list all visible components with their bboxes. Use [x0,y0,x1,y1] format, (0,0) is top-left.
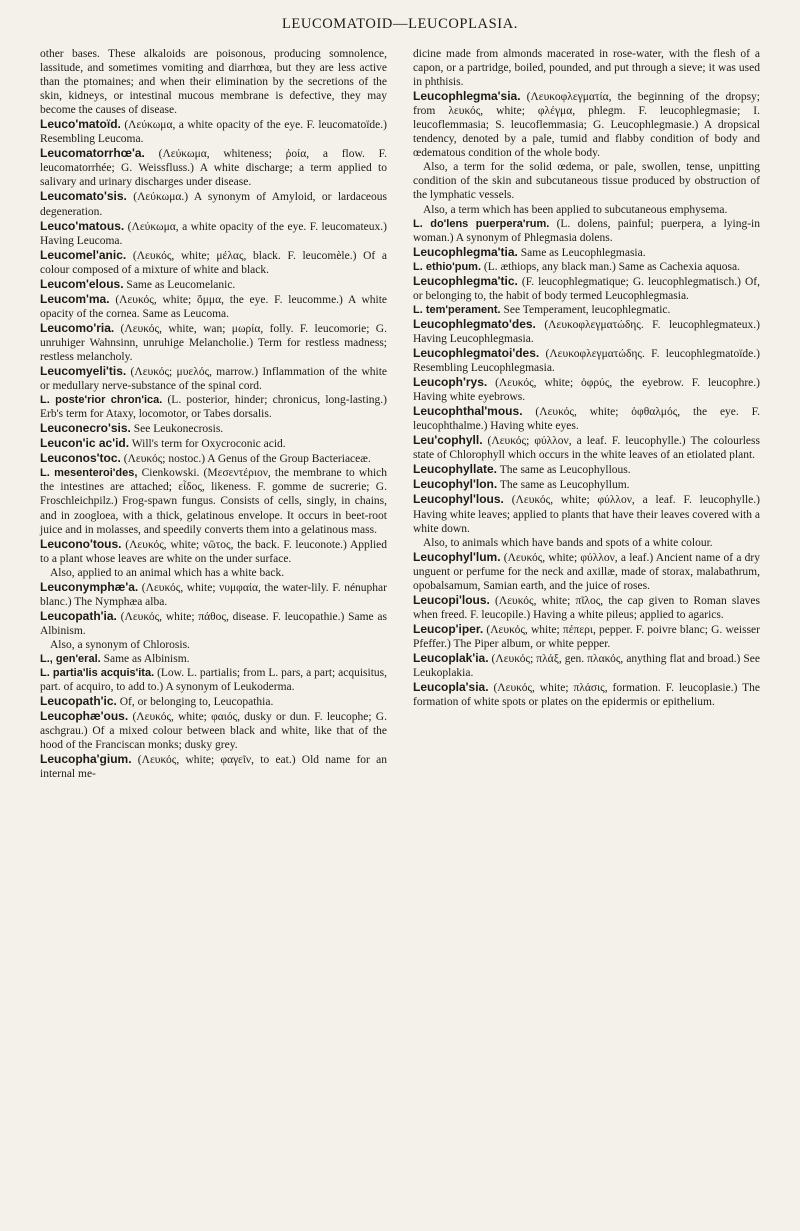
dictionary-entry [413,622,760,651]
entry-definition: Will's term for Oxycroconic acid. [129,438,286,451]
dictionary-entry [40,47,387,117]
entry-headword: Leuconecro'sis. [40,421,131,436]
entry-definition: (L. dolens, painful; puerpera, a lying-in woman.) A synonym of Phlegmasia dolens. [413,217,760,244]
entry-headword: L. partia'lis acquis'ita. [40,667,155,680]
entry-headword: Leuco'matous. [40,218,125,233]
dictionary-entry [40,292,387,321]
entry-definition: (Λευκός; πλάξ, gen. πλακός, anything flat and broad.) See Leukoplakia. [413,652,760,680]
dictionary-entry [40,466,387,536]
entry-headword: Leucophthal'mous. [413,404,523,419]
entry-definition: (Λευκός, white; νῶτος, the back. F. leuconote.) Applied to a plant whose leaves are white on the under surface. [40,538,387,565]
dictionary-entry [413,433,760,462]
dictionary-entry [40,666,387,694]
entry-headword: L. mesenteroi'des, [40,467,138,480]
dictionary-entry [40,566,387,580]
dictionary-entry [413,317,760,346]
entry-definition: Same as Albinism. [100,652,190,665]
entry-headword: Leucopla'sia. [413,680,489,695]
entry-headword: Leucon'ic ac'id. [40,436,130,451]
columns [40,47,760,781]
entry-definition: (Λευκός, white; ὀφρύς, the eyebrow. F. leucophre.) Having white eyebrows. [413,377,760,404]
dictionary-entry [413,651,760,680]
entry-definition: (Λευκός, white; φαγεῖν, to eat.) Old name for an internal me- [40,754,387,781]
entry-headword: Leucomato'sis. [40,189,127,204]
entry-definition: (Λεύκωμα, a white opacity of the eye. F. leucomatoïde.) Resembling Leucoma. [40,119,387,146]
entry-headword: L. do'lens puerpera'rum. [413,217,550,230]
entry-headword: Leuco'matoïd. [40,117,121,132]
entry-headword: Leucono'tous. [40,536,122,551]
entry-definition: (Λευκοφλεγματία, the beginning of the dropsy; from λευκός, white; φλέγμα, phlegm. F. leucophlegmasie; I. leucoflemmasia; S. leucoflemmasia; G. Leucophlegmasie.) A dropsical tendency, denoted by a pale, tumid and flabby condition of body and œdematous condition of the whole body. [413,91,760,160]
entry-headword: Leucopath'ic. [40,694,117,709]
entry-headword: Leucopath'ia. [40,608,117,623]
entry-definition: (F. leucophlegmatique; G. leucophlegmatisch.) Of, or belonging to, the habit of body termed Leucophlegmasia. [413,275,760,302]
entry-definition: (Λευκός, white; ὀφθαλμός, the eye. F. leucophthalme.) Having white eyes. [413,406,760,433]
entry-definition: (Λευκός, white; φύλλον, a leaf. F. leucophylle.) Having white leaves; applied to plants that have their leaves covered with a white down. [413,494,760,535]
dictionary-entry [40,537,387,566]
dictionary-entry [413,89,760,160]
dictionary-entry [413,217,760,245]
dictionary-entry [413,404,760,433]
dictionary-entry [413,303,760,317]
entry-definition: (Λεύκωμα.) A synonym of Amyloid, or lardaceous degeneration. [40,191,387,218]
entry-headword: Leucop'iper. [413,621,484,636]
entry-definition: Of, or belonging to, Leucopathia. [116,696,274,709]
entry-definition: (Λευκός, white; ὄμμα, the eye. F. leucomme.) A white opacity of the cornea. Same as Leucoma. [40,293,387,320]
dictionary-entry [413,375,760,404]
dictionary-entry [413,593,760,622]
entry-definition: (Low. L. partialis; from L. pars, a part; acquisitus, part. of acquiro, to add to.) A synonym of Leukoderma. [40,667,388,694]
entry-headword: Leucophyl'lon. [413,477,498,492]
dictionary-entry [40,694,387,709]
entry-headword: Leucophyl'lum. [413,549,501,564]
dictionary-entry [40,652,387,666]
dictionary-entry [413,492,760,535]
right-column [413,47,760,781]
entry-headword: Leucoplak'ia. [413,650,489,665]
dictionary-entry [40,321,387,364]
entry-headword: Leucophlegmatoi'des. [413,345,540,360]
entry-definition: (Λευκοφλεγματώδης. F. leucophlegmateux.) Having Leucophlegmasia. [413,318,760,345]
entry-definition: Also, a term for the solid œdema, or pale, swollen, tense, unpitting condition of the skin and subcutaneous tissue produced by obstruction of the lymphatic vessels. [413,161,760,202]
entry-definition: (Λευκός, white; πάθος, disease. F. leucopathie.) Same as Albinism. [40,610,387,637]
entry-definition: (Λευκός, white; πῖλος, the cap given to Roman slaves when freed. F. leucopile.) Having a white pileus; applied to agarics. [413,594,760,621]
entry-headword: Leucophyl'lous. [413,492,504,507]
dictionary-entry [40,421,387,436]
entry-headword: Leucopha'gium. [40,752,132,767]
dictionary-entry [40,609,387,638]
entry-definition: (Λευκός, white; νυμφαία, the water-lily. F. nénuphar blanc.) The Nymphæa alba. [40,581,387,608]
entry-definition: (Λευκός, white; πλάσις, formation. F. leucoplasie.) The formation of white spots or plates on the epidermis or epithelium. [413,682,760,709]
entry-headword: Leucophlegma'tic. [413,273,518,288]
entry-definition: See Leukonecrosis. [130,423,224,436]
dictionary-entry [413,245,760,260]
entry-definition: Also, applied to an animal which has a white back. [50,566,285,579]
entry-definition: Also, to animals which have bands and spots of a white colour. [423,536,713,549]
dictionary-entry [413,680,760,709]
dictionary-entry [413,160,760,202]
entry-definition: (Λευκός, white, wan; μωρία, folly. F. leucomorie; G. unruhiger Wahnsinn, unruhige Melancholie.) Term for restless madness; restless melancholy. [40,322,387,363]
dictionary-entry [413,203,760,217]
dictionary-entry [413,274,760,303]
dictionary-entry [40,752,387,781]
entry-definition: (Λευκός; μυελός, marrow.) Inflammation of the white or medullary nerve-substance of the spinal cord. [40,366,387,393]
entry-headword: Leucomel'anic. [40,247,127,262]
entry-definition: Cienkowski. (Μεσεντέριον, the membrane to which the intestines are attached; εἶδος, likeness. F. gomme de sucrerie; G. Froschleichpilz.) Frog-spawn fungus. Consists of cells, singly, in chains, and in zoogloea, with a thick, gelatinous envelope. It occurs in beet-root juice and in molasses, and speedily converts them into a gelatinous mass. [40,467,388,536]
dictionary-entry [413,462,760,477]
entry-definition: Same as Leucophlegmasia. [517,246,646,259]
entry-headword: Leucopi'lous. [413,592,490,607]
entry-headword: L. poste'rior chron'ica. [40,394,163,407]
entry-headword: Leucomyeli'tis. [40,364,127,379]
running-header: LEUCOMATOID—LEUCOPLASIA. [281,16,519,32]
dictionary-entry [413,346,760,375]
dictionary-entry [413,260,760,274]
dictionary-entry [40,638,387,652]
entry-definition: (Λευκός; φύλλον, a leaf. F. leucophylle.) The colourless state of Chlorophyll which occurs in the white leaves of an etiolated plant. [413,435,760,462]
dictionary-entry [413,550,760,593]
dictionary-entry [40,393,387,421]
dictionary-entry [40,580,387,609]
entry-definition: (Λευκός, white; φύλλον, a leaf.) Ancient name of a dry unguent or perfume for the neck and axillæ, made of storax, malabathrum, opobalsamum, Samian earth, and the juice of roses. [413,551,760,592]
entry-definition: dicine made from almonds macerated in rose-water, with the flesh of a capon, or a partridge, boiled, pounded, and put through a sieve; it was used in phthisis. [413,48,760,89]
entry-headword: Leuconymphæ'a. [40,579,139,594]
left-column [40,47,387,781]
dictionary-entry [413,536,760,550]
dictionary-entry [40,146,387,189]
entry-headword: Leucophlegmato'des. [413,316,536,331]
dictionary-entry [40,189,387,218]
entry-headword: Leucom'ma. [40,291,110,306]
entry-definition: See Temperament, leucophlegmatic. [500,303,671,316]
dictionary-entry [40,451,387,466]
dictionary-entry [40,219,387,248]
entry-definition: (Λευκός, white; μέλας, black. F. leucomèle.) Of a colour composed of a mixture of white and black. [40,249,387,276]
entry-headword: Leucom'elous. [40,276,124,291]
entry-definition: (Λευκός, white; φαιός, dusky or dun. F. leucophe; G. aschgrau.) Of a mixed colour between black and white, like that of the hood of the Franciscan monks; dusky grey. [40,711,387,752]
entry-headword: L., gen'eral. [40,652,101,665]
entry-definition: (L. æthiops, any black man.) Same as Cachexia aquosa. [481,260,740,273]
entry-definition: The same as Leucophyllous. [497,464,631,477]
entry-definition: (Λευκοφλεγματώδης. F. leucophlegmatoïde.) Resembling Leucophlegmasia. [413,347,760,375]
entry-definition: Also, a term which has been applied to subcutaneous emphysema. [423,203,728,216]
dictionary-entry [413,47,760,89]
entry-headword: L. ethio'pum. [413,260,481,273]
entry-headword: Leucomatorrhœ'a. [40,146,145,161]
dictionary-entry [40,117,387,146]
entry-headword: Leucophlegma'tia. [413,244,518,259]
entry-headword: Leucophæ'ous. [40,709,129,724]
entry-definition: (L. posterior, hinder; chronicus, long-lasting.) Erb's term for Ataxy, locomotor, or Tabes dorsalis. [40,394,387,421]
entry-headword: Leucoph'rys. [413,375,488,390]
dictionary-entry [40,436,387,451]
dictionary-entry [40,248,387,277]
dictionary-entry [413,477,760,492]
entry-definition: (Λευκός, white; πέπερι, pepper. F. poivre blanc; G. weisser Pfeffer.) The Piper album, or white pepper. [413,623,760,650]
entry-definition: Also, a synonym of Chlorosis. [50,638,190,651]
dictionary-entry [40,364,387,393]
entry-definition: Same as Leucomelanic. [123,278,236,291]
entry-headword: Leu'cophyll. [413,433,483,448]
entry-headword: Leucophyllate. [413,462,498,477]
dictionary-entry [40,709,387,752]
entry-definition: other bases. These alkaloids are poisonous, producing somnolence, lassitude, and sometimes vomiting and diarrhœa, but they are less active than the ptomaines; and when their elimination by the secretions of the skin, kidneys, or intestinal mucous membrane is defective, they may become the causes of disease. [40,48,387,117]
entry-definition: (Λευκός; nostoc.) A Genus of the Group Bacteriaceæ. [120,453,371,466]
entry-headword: Leucophlegma'sia. [413,89,521,104]
dictionary-entry [40,277,387,292]
entry-headword: Leucomo'ria. [40,320,115,335]
entry-definition: The same as Leucophyllum. [497,479,630,492]
entry-headword: L. tem'perament. [413,303,501,316]
entry-definition: (Λεύκωμα, whiteness; ῥοία, a flow. F. leucomatorrhée; G. Weissfluss.) A white discharge; a term applied to salivary and urinary discharges under disease. [40,148,387,189]
entry-definition: (Λεύκωμα, a white opacity of the eye. F. leucomateux.) Having Leucoma. [40,220,387,247]
entry-headword: Leuconos'toc. [40,451,121,466]
